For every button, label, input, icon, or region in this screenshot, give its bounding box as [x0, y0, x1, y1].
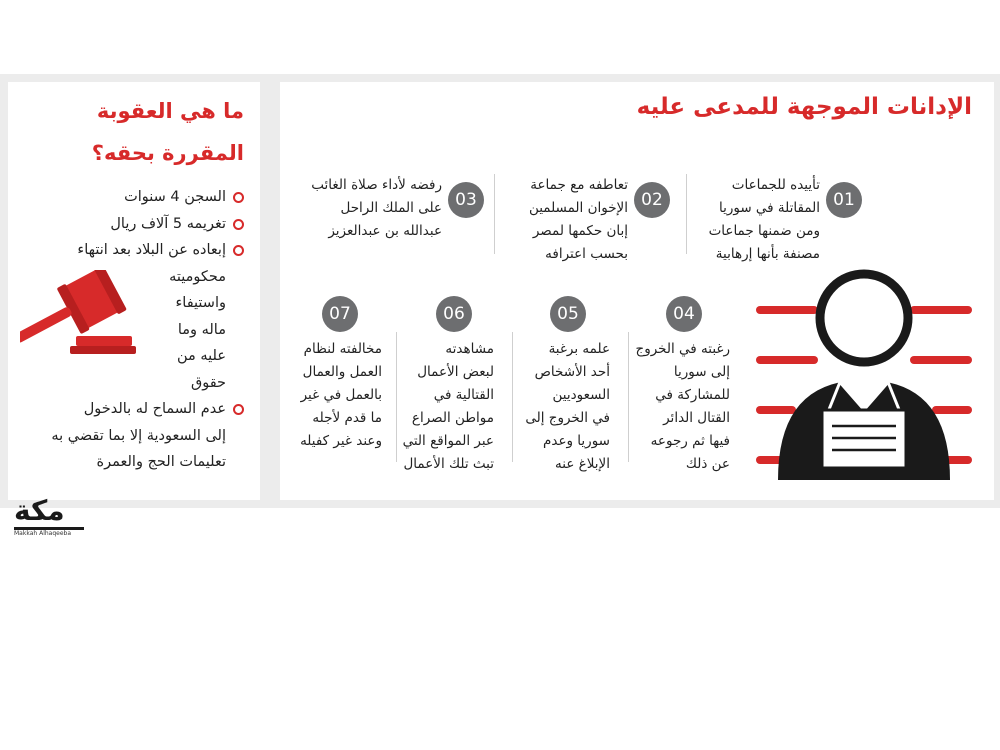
- divider: [628, 332, 629, 462]
- penalty-item: [19, 211, 244, 238]
- charge-number-03: 03: [448, 182, 484, 218]
- divider: [396, 332, 397, 462]
- divider: [686, 174, 687, 254]
- charge-number-01: 01: [826, 182, 862, 218]
- charge-line: سوريا وعدم: [543, 433, 610, 449]
- charge-line: ومن ضمنها جماعات: [708, 223, 820, 239]
- charge-line: العمل والعمال: [302, 364, 382, 380]
- charge-line: أحد الأشخاص: [534, 364, 610, 380]
- charges-title: الإدانات الموجهة للمدعى عليه: [636, 94, 972, 120]
- penalty-line: واستيفاء: [175, 295, 226, 311]
- charge-line: في الخروج إلى: [525, 410, 610, 426]
- charge-line: إلى سوريا: [673, 364, 730, 380]
- charge-line: السعوديين: [552, 387, 610, 403]
- penalty-line: تعليمات الحج والعمرة: [96, 454, 226, 470]
- prisoner-icon: [756, 262, 972, 482]
- charge-text-04: [620, 338, 730, 476]
- charge-number-06: 06: [436, 296, 472, 332]
- charge-line: مخالفته لنظام: [303, 341, 382, 357]
- penalty-text: [19, 184, 226, 211]
- charge-text-01: [670, 174, 820, 266]
- charge-number-04: 04: [666, 296, 702, 332]
- penalty-line: تغريمه 5 آلاف ريال: [110, 215, 226, 232]
- charge-line: تأييده للجماعات: [731, 177, 820, 193]
- gavel-icon: [20, 270, 136, 356]
- penalty-line: ماله وما: [177, 321, 226, 338]
- charge-line: القتال الدائر: [663, 410, 730, 426]
- charge-line: بحسب اعترافه: [545, 246, 628, 262]
- charge-text-02: [478, 174, 628, 266]
- logo-mark: مكة: [14, 494, 65, 527]
- charge-line: رفضه لأداء صلاة الغائب: [311, 177, 442, 193]
- charge-line: وعند غير كفيله: [300, 433, 382, 449]
- charge-line: علمه برغبة: [548, 341, 610, 357]
- charge-line: عبر المواقع التي: [402, 433, 494, 449]
- charge-text-06: [384, 338, 494, 476]
- bullet-icon: [233, 404, 244, 415]
- charge-number-05: 05: [550, 296, 586, 332]
- charge-line: بالعمل في غير: [300, 387, 382, 403]
- charge-line: تعاطفه مع جماعة: [530, 177, 628, 193]
- penalty-line: إلى السعودية إلا بما تقضي به: [51, 427, 226, 444]
- divider: [494, 174, 495, 254]
- charge-line: الإخوان المسلمين: [528, 200, 628, 216]
- charge-line: فيها ثم رجوعه: [650, 433, 730, 449]
- penalty-line: عليه من: [176, 348, 226, 364]
- charge-line: مصنفة بأنها إرهابية: [715, 246, 820, 262]
- charge-line: ما قدم لأجله: [312, 410, 382, 426]
- charge-text-07: [272, 338, 382, 453]
- charge-line: المقاتلة في سوريا: [718, 200, 820, 216]
- charge-line: القتالية في: [433, 387, 494, 403]
- penalty-item: [19, 396, 244, 476]
- penalty-line: محكوميته: [169, 268, 226, 285]
- charge-line: الإبلاغ عنه: [555, 456, 610, 472]
- charge-line: لبعض الأعمال: [417, 364, 494, 380]
- charge-line: مواطن الصراع: [411, 410, 494, 426]
- penalty-line: السجن 4 سنوات: [124, 189, 226, 205]
- penalty-text: [19, 396, 226, 476]
- charge-number-02: 02: [634, 182, 670, 218]
- bullet-icon: [233, 245, 244, 256]
- charge-line: للمشاركة في: [655, 387, 730, 403]
- charge-line: عبدالله بن عبدالعزيز: [328, 223, 442, 239]
- bullet-icon: [233, 192, 244, 203]
- charge-line: إبان حكمها لمصر: [532, 223, 628, 239]
- charge-line: على الملك الراحل: [340, 200, 442, 216]
- penalty-line: حقوق: [190, 374, 226, 391]
- penalty-line: عدم السماح له بالدخول: [83, 401, 226, 417]
- logo-subtitle: Makkah Alhaqeeba: [14, 530, 72, 537]
- penalty-line: إبعاده عن البلاد بعد انتهاء: [77, 242, 226, 258]
- bullet-icon: [233, 219, 244, 230]
- logo: [14, 494, 98, 537]
- charge-text-03: [292, 174, 442, 243]
- charge-text-05: [500, 338, 610, 476]
- charge-line: مشاهدته: [445, 341, 494, 357]
- penalty-item: [19, 184, 244, 211]
- charge-line: تبث تلك الأعمال: [403, 456, 494, 472]
- divider: [512, 332, 513, 462]
- charge-number-07: 07: [322, 296, 358, 332]
- charge-line: عن ذلك: [685, 456, 730, 472]
- penalty-title: ما هي العقوبة المقررة بحقه؟: [91, 99, 244, 165]
- penalty-text: [19, 211, 226, 238]
- charge-line: رغبته في الخروج: [635, 341, 730, 357]
